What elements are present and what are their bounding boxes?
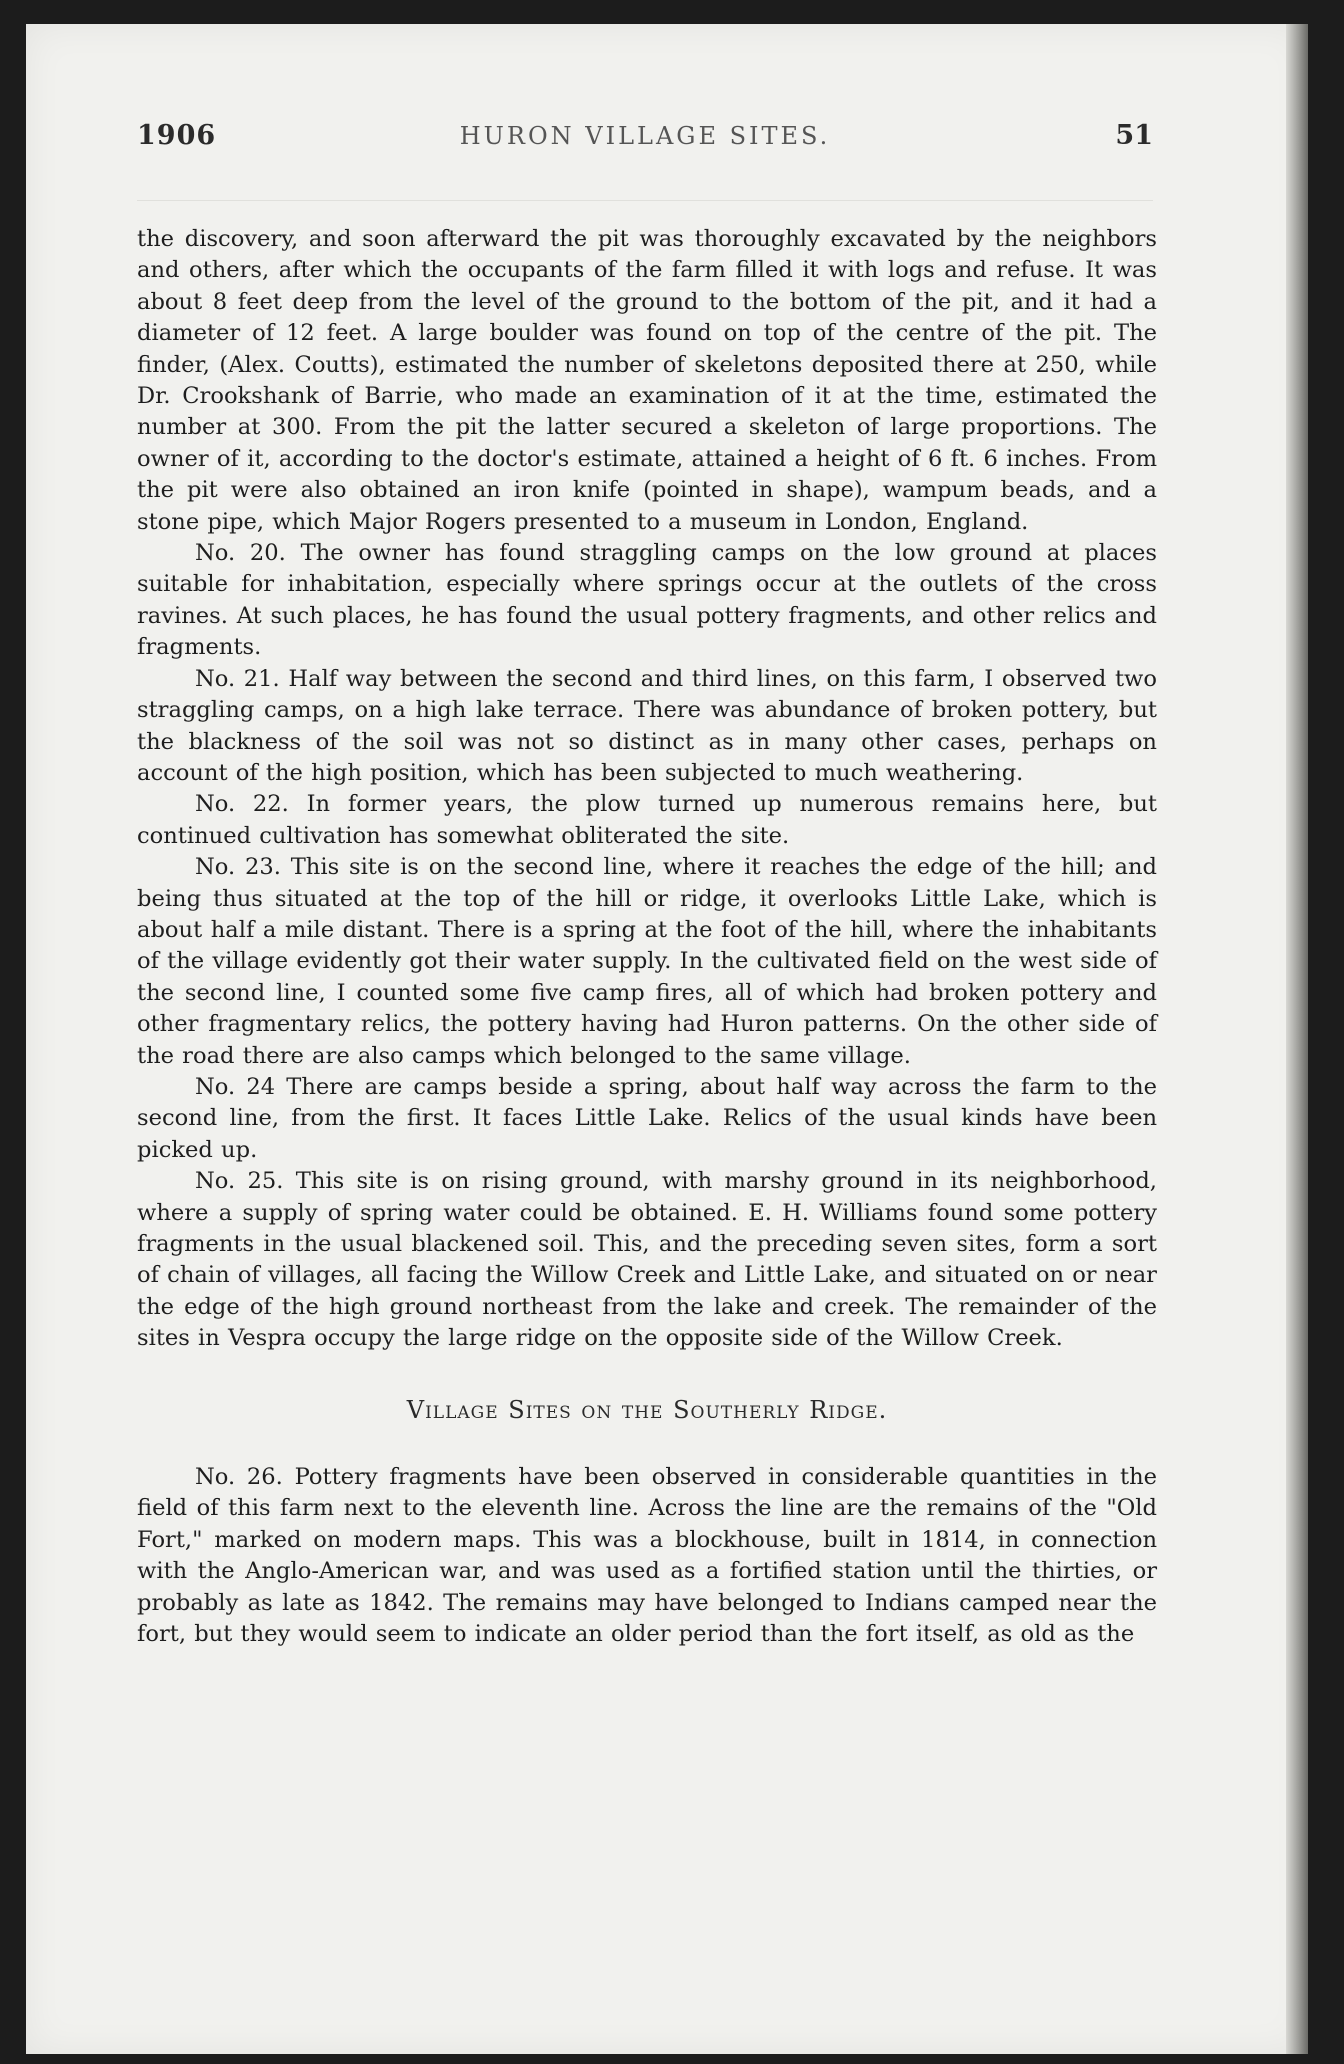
header-rule [137, 200, 1153, 201]
paragraph-no-26: No. 26. Pottery fragments have been observed in considerable quantities in the field of this farm next to the eleventh line. Across the line are the remains of the "Old Fort," marked on modern maps. This was a blockhouse, built in 1814, in connection with the Anglo-American war, and was used as a fortified station until the thirties, or probably as late as 1842. The remains may have belonged to Indians camped near the fort, but they would seem to indicate an older period than the fort itself, as old as the [137, 1464, 1157, 1648]
page-edge [1286, 24, 1308, 2054]
paragraph-continued: the discovery, and soon afterward the pit was thoroughly excavated by the neighbors and others, after which the occupants of the farm filled it with logs and refuse. It was about 8 feet deep from the level of the ground to the bottom of the pit, and it had a diameter of 12 feet. A large boulder was found on top of the centre of the pit. The finder, (Alex. Coutts), estimated the number of skeletons deposited there at 250, while Dr. Crookshank of Barrie, who made an examination of it at the time, estimated the number at 300. From the pit the latter secured a skeleton of large proportions. The owner of it, according to the doctor's estimate, attained a height of 6 ft. 6 inches. From the pit were also obtained an iron knife (pointed in shape), wampum beads, and a stone pipe, which Major Rogers presented to a museum in London, England. [137, 226, 1157, 535]
paragraph-no-22: No. 22. In former years, the plow turned up numerous remains here, but continued cultivation has somewhat obliterated the site. [137, 791, 1157, 849]
running-header [137, 120, 1153, 160]
paragraph-no-20: No. 20. The owner has found straggling camps on the low ground at places suitable for inhabitation, especially where springs occur at the outlets of the cross ravines. At such places, he has found the usual pottery fragments, and other relics and fragments. [137, 540, 1157, 661]
paragraph-no-24: No. 24 There are camps beside a spring, about half way across the farm to the second line, from the first. It faces Little Lake. Relics of the usual kinds have been picked up. [137, 1073, 1157, 1163]
paragraph-no-21: No. 21. Half way between the second and third lines, on this farm, I observed two straggling camps, on a high lake terrace. There was abundance of broken pottery, but the blackness of the soil was not so distinct as in many other cases, perhaps on account of the high position, which has been subjected to much weathering. [137, 665, 1157, 786]
page-body [137, 224, 1157, 1650]
paragraph-no-25: No. 25. This site is on rising ground, with marshy ground in its neighborhood, where a supply of spring water could be obtained. E. H. Williams found some pottery fragments in the usual blackened soil. This, and the preceding seven sites, form a sort of chain of villages, all facing the Willow Creek and Little Lake, and situated on or near the edge of the high ground northeast from the lake and creek. The remainder of the sites in Vespra occupy the large ridge on the opposite side of the Willow Creek. [137, 1168, 1157, 1352]
page-number: 51 [1115, 120, 1153, 151]
header-title: HURON VILLAGE SITES. [459, 122, 831, 150]
section-heading: Village Sites on the Southerly Ridge. [406, 1395, 888, 1424]
paragraph-no-23: No. 23. This site is on the second line, where it reaches the edge of the hill; and being thus situated at the top of the hill or ridge, it overlooks Little Lake, which is about half a mile distant. There is a spring at the foot of the hill, where the inhabitants of the village evidently got their water supply. In the cultivated field on the west side of the second line, I counted some five camp fires, all of which had broken pottery and other fragmentary relics, the pottery having had Huron patterns. On the other side of the road there are also camps which belonged to the same village. [137, 854, 1157, 1069]
header-year: 1906 [137, 120, 217, 151]
